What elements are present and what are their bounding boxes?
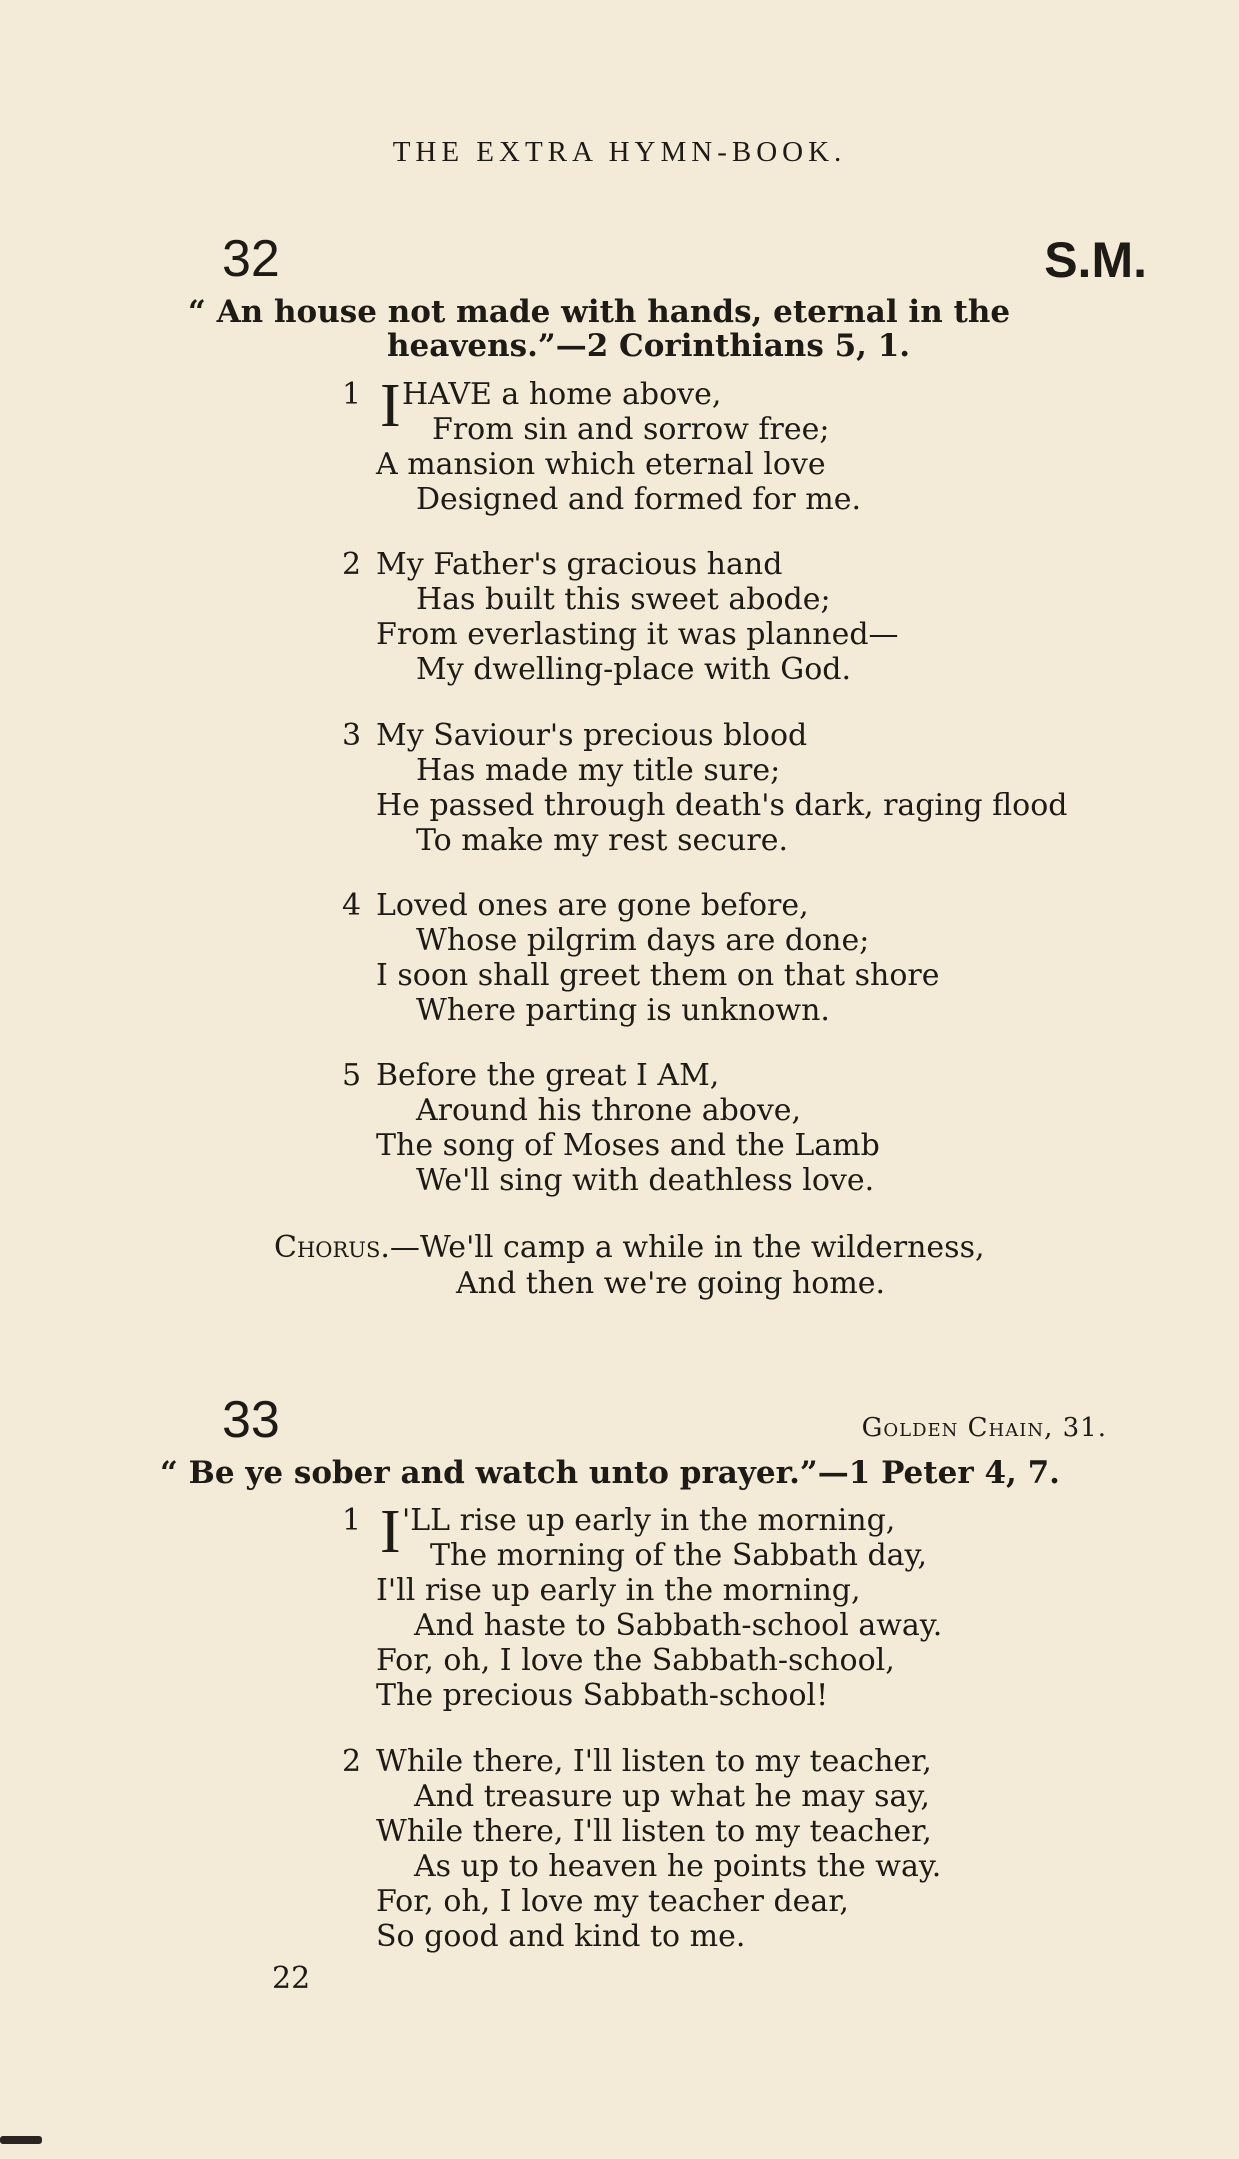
- verse-line: The precious Sabbath-school!: [376, 1678, 829, 1713]
- verse-line: So good and kind to me.: [376, 1919, 746, 1954]
- ink-smudge: [0, 2136, 42, 2144]
- verse-line: I'll rise up early in the morning,: [376, 1573, 861, 1608]
- verse-line: We'll sing with deathless love.: [416, 1163, 875, 1198]
- page-number: 22: [272, 1961, 311, 1996]
- verse-number: 1: [342, 1503, 362, 1538]
- chorus-line: [274, 1230, 985, 1266]
- verse-number: 4: [342, 888, 362, 923]
- verse-number: 3: [342, 718, 362, 753]
- hymn-number: 33: [222, 1391, 280, 1449]
- verse-line: From everlasting it was planned—: [376, 617, 899, 652]
- running-head: THE EXTRA HYMN-BOOK.: [392, 136, 847, 168]
- verse-line: Around his throne above,: [416, 1093, 802, 1128]
- verse-line: And haste to Sabbath-school away.: [414, 1608, 943, 1643]
- verse-line: From sin and sorrow free;: [432, 412, 830, 447]
- verse-line: 'LL rise up early in the morning,: [402, 1503, 896, 1538]
- verse-line: For, oh, I love the Sabbath-school,: [376, 1643, 895, 1678]
- verse-line: The morning of the Sabbath day,: [430, 1538, 928, 1573]
- verse-line: For, oh, I love my teacher dear,: [376, 1884, 849, 1919]
- verse-number: 1: [342, 377, 362, 412]
- chorus-line: And then we're going home.: [456, 1266, 886, 1301]
- verse-line: Loved ones are gone before,: [376, 888, 809, 923]
- chorus-label: Chorus.: [274, 1230, 390, 1265]
- verse-line: I soon shall greet them on that shore: [376, 958, 940, 993]
- verse-line: Has built this sweet abode;: [416, 582, 831, 617]
- verse-line: Has made my title sure;: [416, 753, 781, 788]
- epigraph-line: “ Be ye sober and watch unto prayer.”—1 Peter 4, 7.: [160, 1455, 1060, 1491]
- verse-line: Before the great I AM,: [376, 1058, 720, 1093]
- verse-line: The song of Moses and the Lamb: [376, 1128, 880, 1163]
- verse-line: And treasure up what he may say,: [414, 1779, 930, 1814]
- verse-number: 5: [342, 1058, 362, 1093]
- hymn-number: 32: [222, 230, 280, 288]
- verse-number: 2: [342, 547, 362, 582]
- epigraph-line: “ An house not made with hands, eternal in the: [188, 294, 1011, 330]
- verse-line: He passed through death's dark, raging flood: [376, 788, 1068, 823]
- verse-line: Whose pilgrim days are done;: [416, 923, 870, 958]
- verse-line: My Saviour's precious blood: [376, 718, 808, 753]
- verse-line: A mansion which eternal love: [376, 447, 826, 482]
- verse-line: HAVE a home above,: [402, 377, 722, 412]
- tune-name: Golden Chain, 31.: [861, 1413, 1107, 1443]
- verse-line: To make my rest secure.: [416, 823, 788, 858]
- drop-cap: I: [380, 372, 401, 440]
- verse-line: My Father's gracious hand: [376, 547, 783, 582]
- verse-line: My dwelling-place with God.: [416, 652, 852, 687]
- verse-line: While there, I'll listen to my teacher,: [376, 1744, 932, 1779]
- verse-line: Where parting is unknown.: [416, 993, 830, 1028]
- verse-line: As up to heaven he points the way.: [414, 1849, 942, 1884]
- verse-number: 2: [342, 1744, 362, 1779]
- chorus-text: —We'll camp a while in the wilderness,: [389, 1230, 985, 1265]
- verse-line: While there, I'll listen to my teacher,: [376, 1814, 932, 1849]
- drop-cap: I: [380, 1498, 401, 1566]
- verse-line: Designed and formed for me.: [416, 482, 861, 517]
- epigraph-line: heavens.”—2 Corinthians 5, 1.: [387, 328, 911, 364]
- hymn-meter: S.M.: [1044, 232, 1147, 288]
